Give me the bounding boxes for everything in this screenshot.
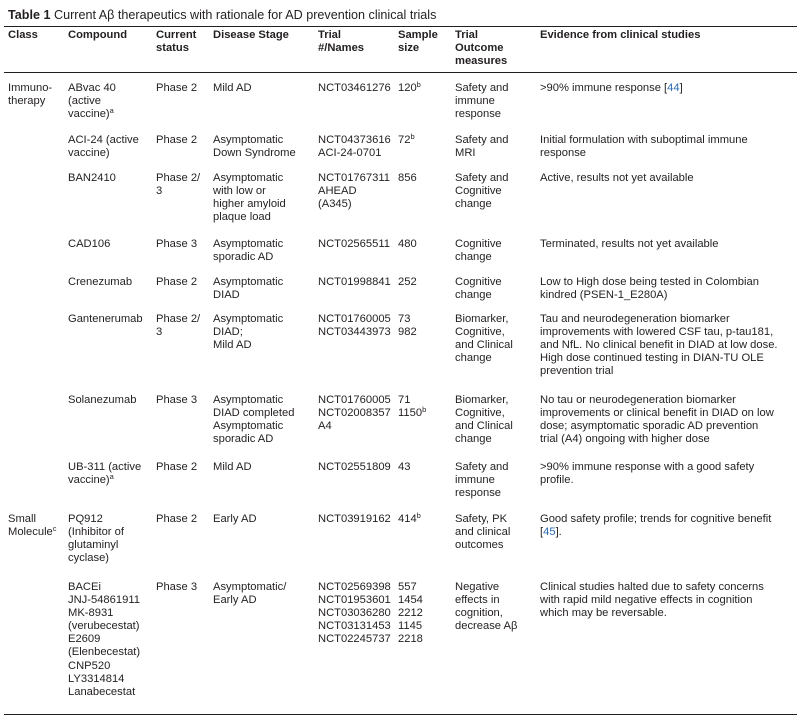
sample-value: 120 bbox=[398, 82, 417, 94]
stage-cell: Asymptomatic DIAD; Mild AD bbox=[213, 313, 284, 352]
outcome-cell: Safety, PK and clinical outcomes bbox=[455, 513, 511, 552]
trial-cell: NCT03919162 bbox=[318, 513, 391, 525]
sample-cell bbox=[398, 82, 421, 95]
evidence-cell: Clinical studies halted due to safety concerns with rapid mild negative effects in cognition which may be reversable. bbox=[540, 581, 764, 620]
compound-cell: ACI-24 (active vaccine) bbox=[68, 134, 139, 160]
trial-cell: NCT01760005 NCT03443973 bbox=[318, 313, 391, 339]
class-cell bbox=[8, 82, 52, 108]
status-cell: Phase 2 bbox=[156, 276, 198, 288]
sample-cell: 856 bbox=[398, 172, 417, 184]
evidence-cell bbox=[540, 82, 683, 95]
evidence-cell: Initial formulation with suboptimal immune response bbox=[540, 134, 748, 160]
trial-cell: NCT04373616 ACI-24-0701 bbox=[318, 134, 391, 160]
sample-cell: 557 1454 2212 1145 2218 bbox=[398, 581, 423, 646]
header-trial: Trial #/Names bbox=[318, 29, 365, 55]
class-cell bbox=[8, 513, 57, 539]
outcome-cell: Safety and MRI bbox=[455, 134, 509, 160]
footnote-mark: b bbox=[416, 511, 421, 520]
sample-cell bbox=[398, 134, 415, 147]
sample-cell bbox=[398, 394, 426, 420]
stage-cell: Asymptomatic sporadic AD bbox=[213, 238, 284, 264]
trial-cell: NCT03461276 bbox=[318, 82, 391, 94]
header-stage: Disease Stage bbox=[213, 29, 289, 41]
compound-cell bbox=[68, 82, 116, 121]
trial-cell: NCT02569398 NCT01953601 NCT03036280 NCT03131453 NCT02245737 bbox=[318, 581, 391, 646]
evidence-cell: No tau or neurodegeneration biomarker improvements or clinical benefit in DIAD on low dose; asymptomatic sporadic AD prevention trial (A4) ongoing with higher dose bbox=[540, 394, 774, 446]
status-cell: Phase 2/ 3 bbox=[156, 313, 201, 339]
sample-cell bbox=[398, 513, 421, 526]
compound-cell: Crenezumab bbox=[68, 276, 133, 288]
evidence-cell: Active, results not yet available bbox=[540, 172, 694, 184]
header-bottom-rule bbox=[4, 72, 797, 73]
stage-cell: Asymptomatic with low or higher amyloid plaque load bbox=[213, 172, 286, 224]
compound-cell: BACEi JNJ-54861911 MK-8931 (verubecestat) E2609 (Elenbecestat) CNP520 LY3314814 Lanabecestat bbox=[68, 581, 141, 698]
sample-value: 71 bbox=[398, 394, 411, 406]
compound-cell: Solanezumab bbox=[68, 394, 137, 406]
sample-value: 414 bbox=[398, 513, 417, 525]
footnote-mark: b bbox=[410, 132, 415, 141]
evidence-cell: >90% immune response with a good safety profile. bbox=[540, 461, 755, 487]
footnote-mark: c bbox=[52, 524, 57, 534]
sample-value: 1150 bbox=[398, 407, 423, 420]
header-outcome: Trial Outcome measures bbox=[455, 29, 508, 68]
outcome-cell: Safety and immune response bbox=[455, 82, 509, 121]
stage-cell: Mild AD bbox=[213, 82, 252, 94]
outcome-cell: Safety and Cognitive change bbox=[455, 172, 509, 211]
status-cell: Phase 2/ 3 bbox=[156, 172, 201, 198]
sample-cell: 73 982 bbox=[398, 313, 417, 339]
stage-cell: Early AD bbox=[213, 513, 257, 525]
citation-link[interactable]: 45 bbox=[543, 526, 556, 539]
trial-cell: NCT02551809 bbox=[318, 461, 391, 473]
outcome-cell: Cognitive change bbox=[455, 276, 502, 302]
trial-cell: NCT02565511 bbox=[318, 238, 390, 250]
class-label: Immuno- therapy bbox=[8, 82, 53, 108]
compound-name: UB-311 (active vaccine) bbox=[68, 461, 142, 487]
header-compound: Compound bbox=[68, 29, 128, 41]
evidence-cell: Terminated, results not yet available bbox=[540, 238, 719, 250]
table-caption-label: Table 1 bbox=[8, 8, 51, 22]
header-status: Current status bbox=[156, 29, 197, 55]
compound-cell bbox=[68, 461, 141, 487]
stage-cell: Asymptomatic DIAD completed Asymptomatic sporadic AD bbox=[213, 394, 295, 446]
citation-link[interactable]: 44 bbox=[667, 82, 680, 94]
stage-cell: Mild AD bbox=[213, 461, 252, 473]
compound-cell: CAD106 bbox=[68, 238, 111, 250]
footnote-mark: b bbox=[416, 80, 421, 89]
status-cell: Phase 2 bbox=[156, 513, 198, 525]
trial-cell: NCT01760005 NCT02008357 A4 bbox=[318, 394, 391, 433]
status-cell: Phase 3 bbox=[156, 394, 198, 406]
header-sample: Sample size bbox=[398, 29, 438, 55]
sample-value: 72 bbox=[398, 134, 411, 146]
header-evidence: Evidence from clinical studies bbox=[540, 29, 701, 41]
status-cell: Phase 3 bbox=[156, 581, 198, 593]
status-cell: Phase 2 bbox=[156, 134, 198, 146]
sample-cell: 480 bbox=[398, 238, 417, 250]
trial-cell: NCT01767311 AHEAD (A345) bbox=[318, 172, 390, 211]
outcome-cell: Biomarker, Cognitive, and Clinical change bbox=[455, 394, 513, 446]
sample-cell: 43 bbox=[398, 461, 411, 473]
stage-cell: Asymptomatic/ Early AD bbox=[213, 581, 287, 607]
outcome-cell: Cognitive change bbox=[455, 238, 502, 264]
outcome-cell: Biomarker, Cognitive, and Clinical change bbox=[455, 313, 513, 365]
evidence-cell bbox=[540, 513, 771, 539]
evidence-text: >90% immune response [ bbox=[540, 82, 668, 94]
outcome-cell: Safety and immune response bbox=[455, 461, 509, 500]
table-caption-text: Current Aβ therapeutics with rationale for AD prevention clinical trials bbox=[53, 8, 437, 22]
header-class: Class bbox=[8, 29, 38, 41]
footnote-mark: b bbox=[422, 405, 427, 415]
sample-cell: 252 bbox=[398, 276, 417, 288]
evidence-cell: Low to High dose being tested in Colombian kindred (PSEN-1_E280A) bbox=[540, 276, 759, 302]
table-caption bbox=[8, 8, 436, 23]
stage-cell: Asymptomatic Down Syndrome bbox=[213, 134, 296, 160]
compound-cell: BAN2410 bbox=[68, 172, 116, 184]
footnote-mark: a bbox=[109, 472, 114, 482]
evidence-text-end: ]. bbox=[555, 526, 562, 539]
status-cell: Phase 2 bbox=[156, 461, 198, 473]
outcome-cell: Negative effects in cognition, decrease Aβ bbox=[455, 581, 518, 633]
compound-name: ABvac 40 (active vaccine) bbox=[68, 82, 116, 121]
status-cell: Phase 2 bbox=[156, 82, 198, 94]
evidence-text: Good safety profile; trends for cognitive benefit [ bbox=[540, 513, 772, 539]
stage-cell: Asymptomatic DIAD bbox=[213, 276, 284, 302]
compound-cell: Gantenerumab bbox=[68, 313, 143, 325]
trial-cell: NCT01998841 bbox=[318, 276, 391, 288]
table-bottom-rule bbox=[4, 714, 797, 715]
compound-cell: PQ912 (Inhibitor of glutaminyl cyclase) bbox=[68, 513, 124, 565]
status-cell: Phase 3 bbox=[156, 238, 198, 250]
evidence-cell: Tau and neurodegeneration biomarker improvements with lowered CSF tau, p-tau181, and NfL. No clinical benefit in DIAD at low dose. High dose continued testing in DIAN-TU OLE prevention trial bbox=[540, 313, 778, 378]
table-top-rule bbox=[4, 26, 797, 27]
evidence-text-end: ] bbox=[679, 82, 683, 94]
footnote-mark: a bbox=[109, 106, 114, 116]
class-label: Small Molecule bbox=[8, 513, 53, 539]
